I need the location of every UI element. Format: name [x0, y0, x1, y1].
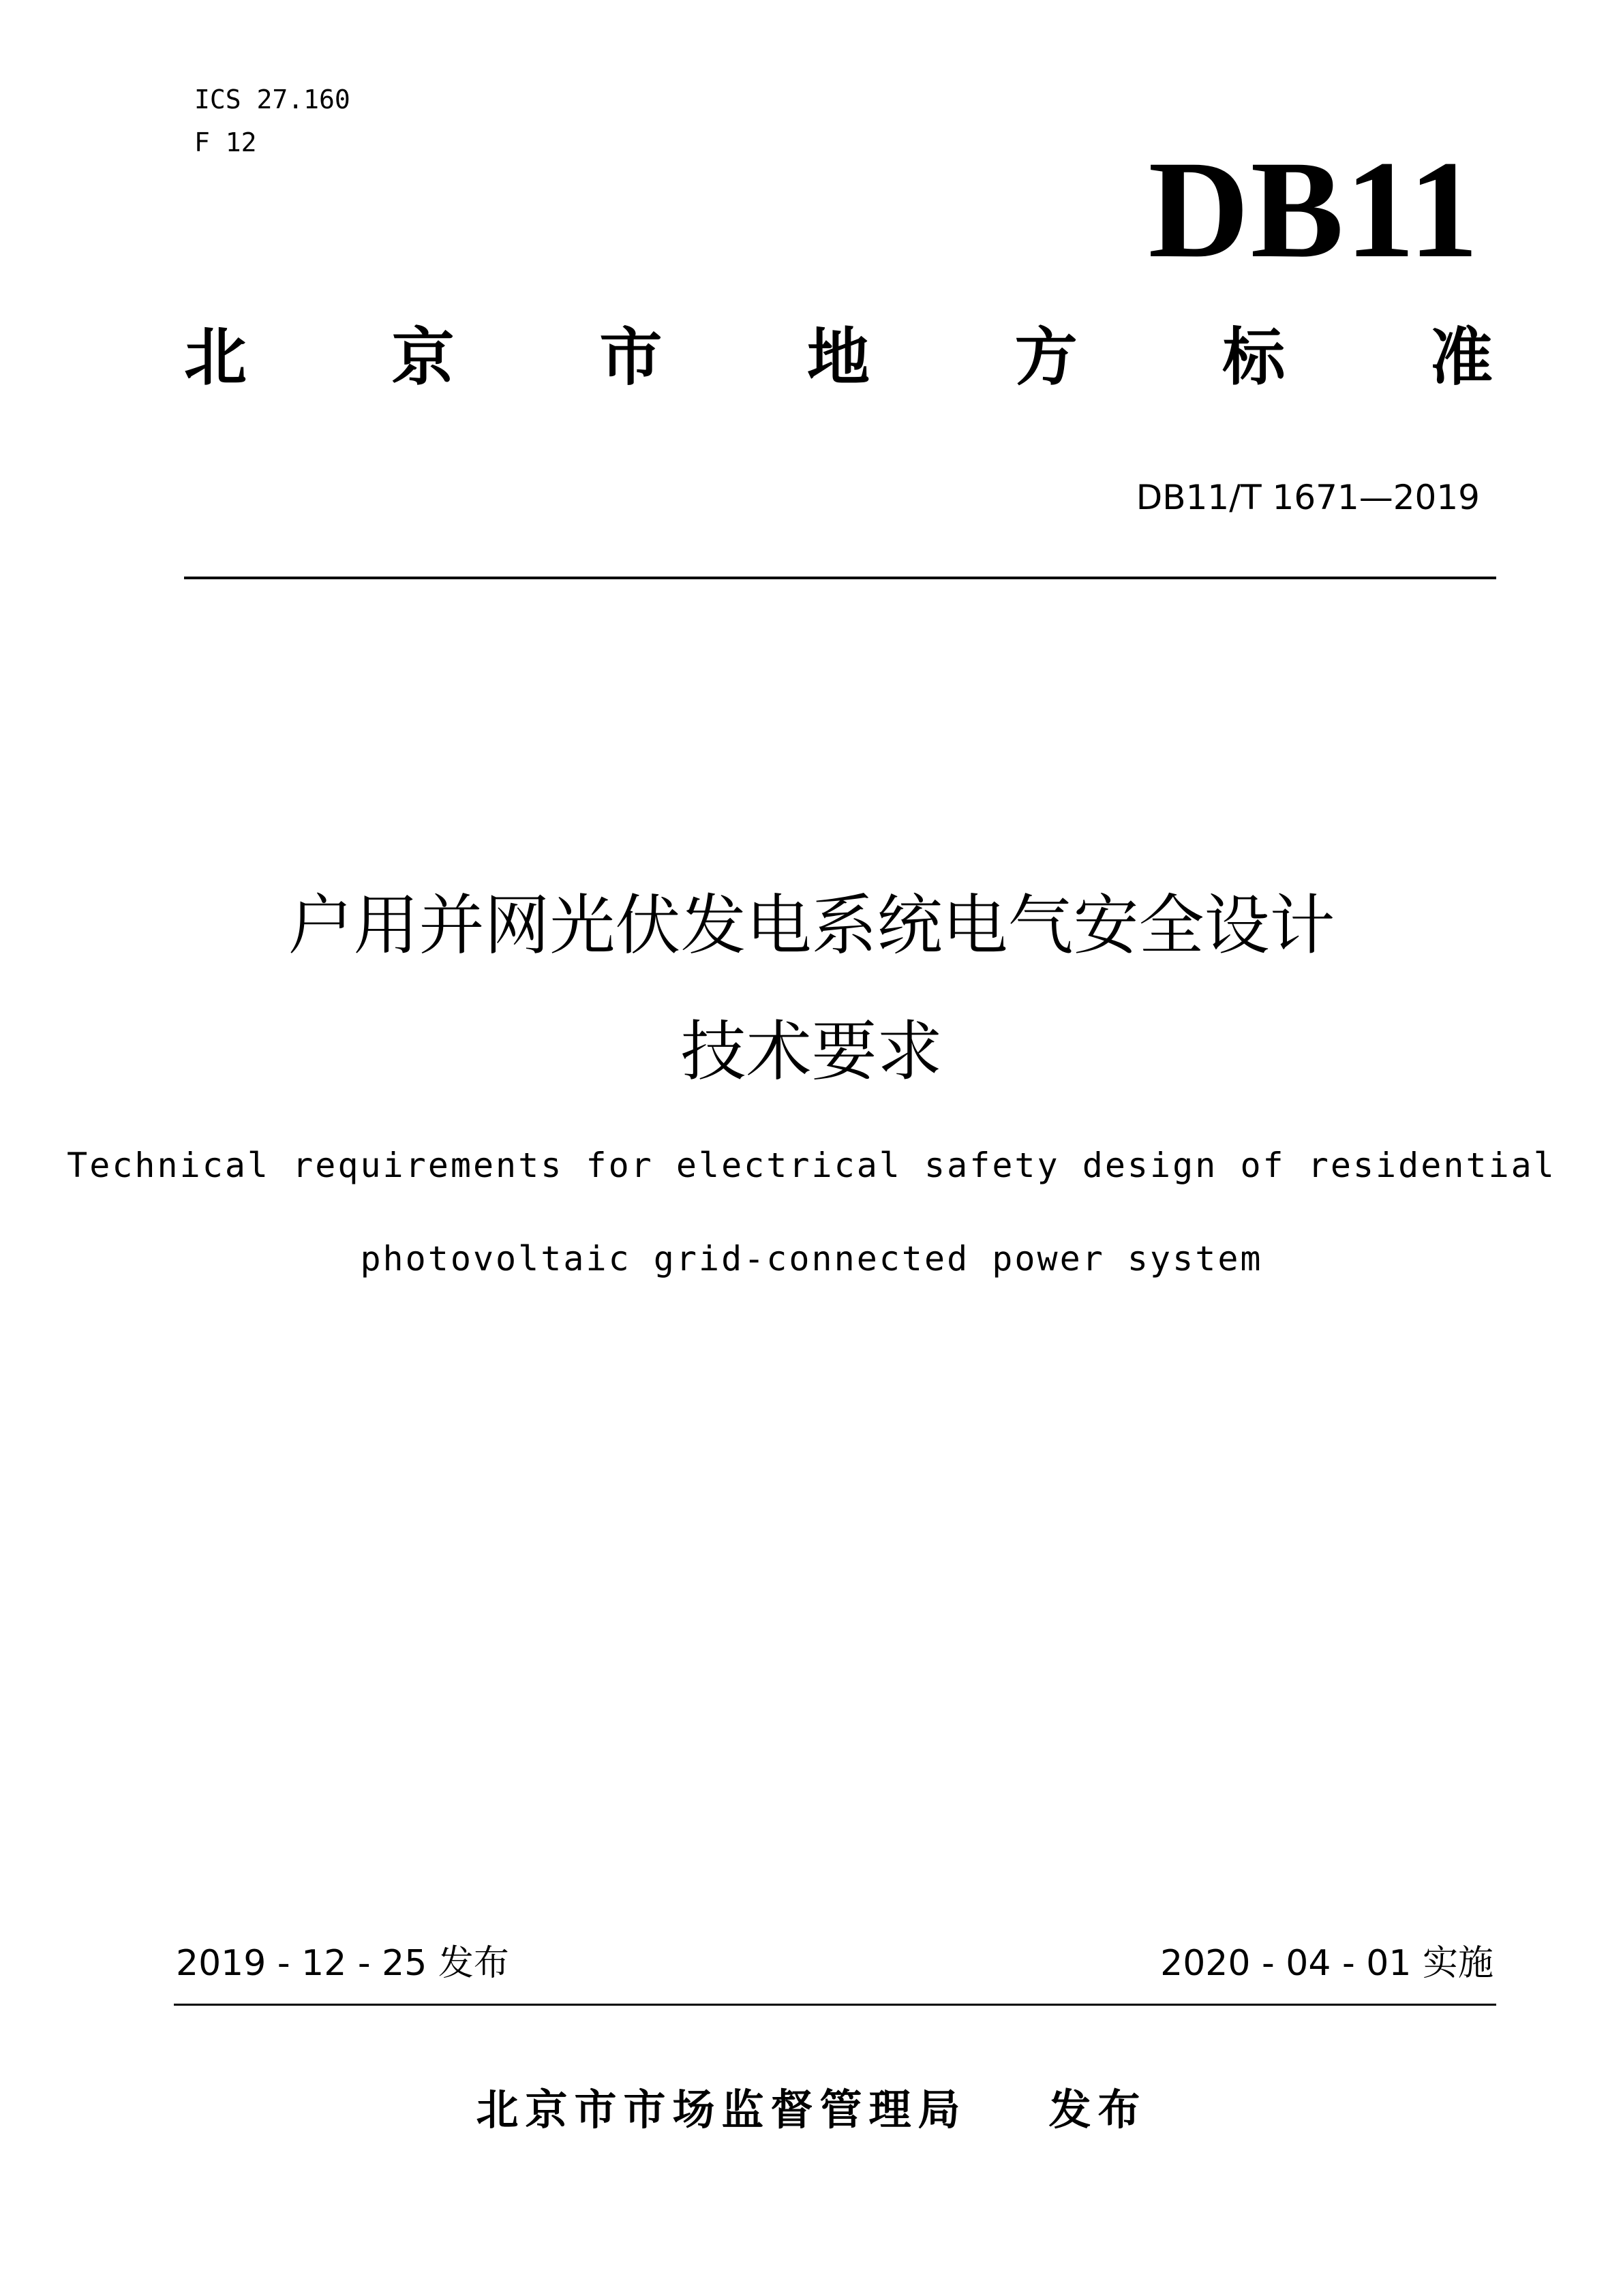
- title-en-line-2: photovoltaic grid-connected power system: [360, 1239, 1263, 1279]
- standard-type-char: 地: [806, 321, 870, 394]
- standard-number: DB11/T 1671—2019: [1136, 478, 1480, 517]
- publish-date: 2019 - 12 - 25 发布: [176, 1943, 509, 1984]
- ccs-code: F 12: [194, 127, 257, 157]
- standard-type-char: 方: [1014, 321, 1078, 394]
- publish-label: 发布: [1048, 2085, 1147, 2134]
- standard-type-char: 准: [1429, 321, 1493, 394]
- standard-type-char: 北: [184, 321, 247, 394]
- ics-code: ICS 27.160: [194, 85, 350, 114]
- footer-divider: [174, 2004, 1496, 2006]
- title-cn-line-1: 户用并网光伏发电系统电气安全设计: [288, 887, 1335, 964]
- title-cn-line-2: 技术要求: [680, 1013, 943, 1090]
- standard-type-char: 京: [391, 321, 455, 394]
- standard-type-heading: [184, 317, 1493, 399]
- title-en-line-1: Technical requirements for electrical safety design of residential: [67, 1146, 1556, 1185]
- header-divider: [184, 577, 1496, 579]
- standard-type-char: 标: [1222, 321, 1286, 394]
- standard-type-char: 市: [599, 321, 663, 394]
- publisher-name: 北京市市场监督管理局: [476, 2085, 967, 2134]
- publisher-row: [0, 2085, 1623, 2134]
- standard-mark: DB11: [1148, 132, 1480, 287]
- implement-date: 2020 - 04 - 01 实施: [1160, 1943, 1493, 1984]
